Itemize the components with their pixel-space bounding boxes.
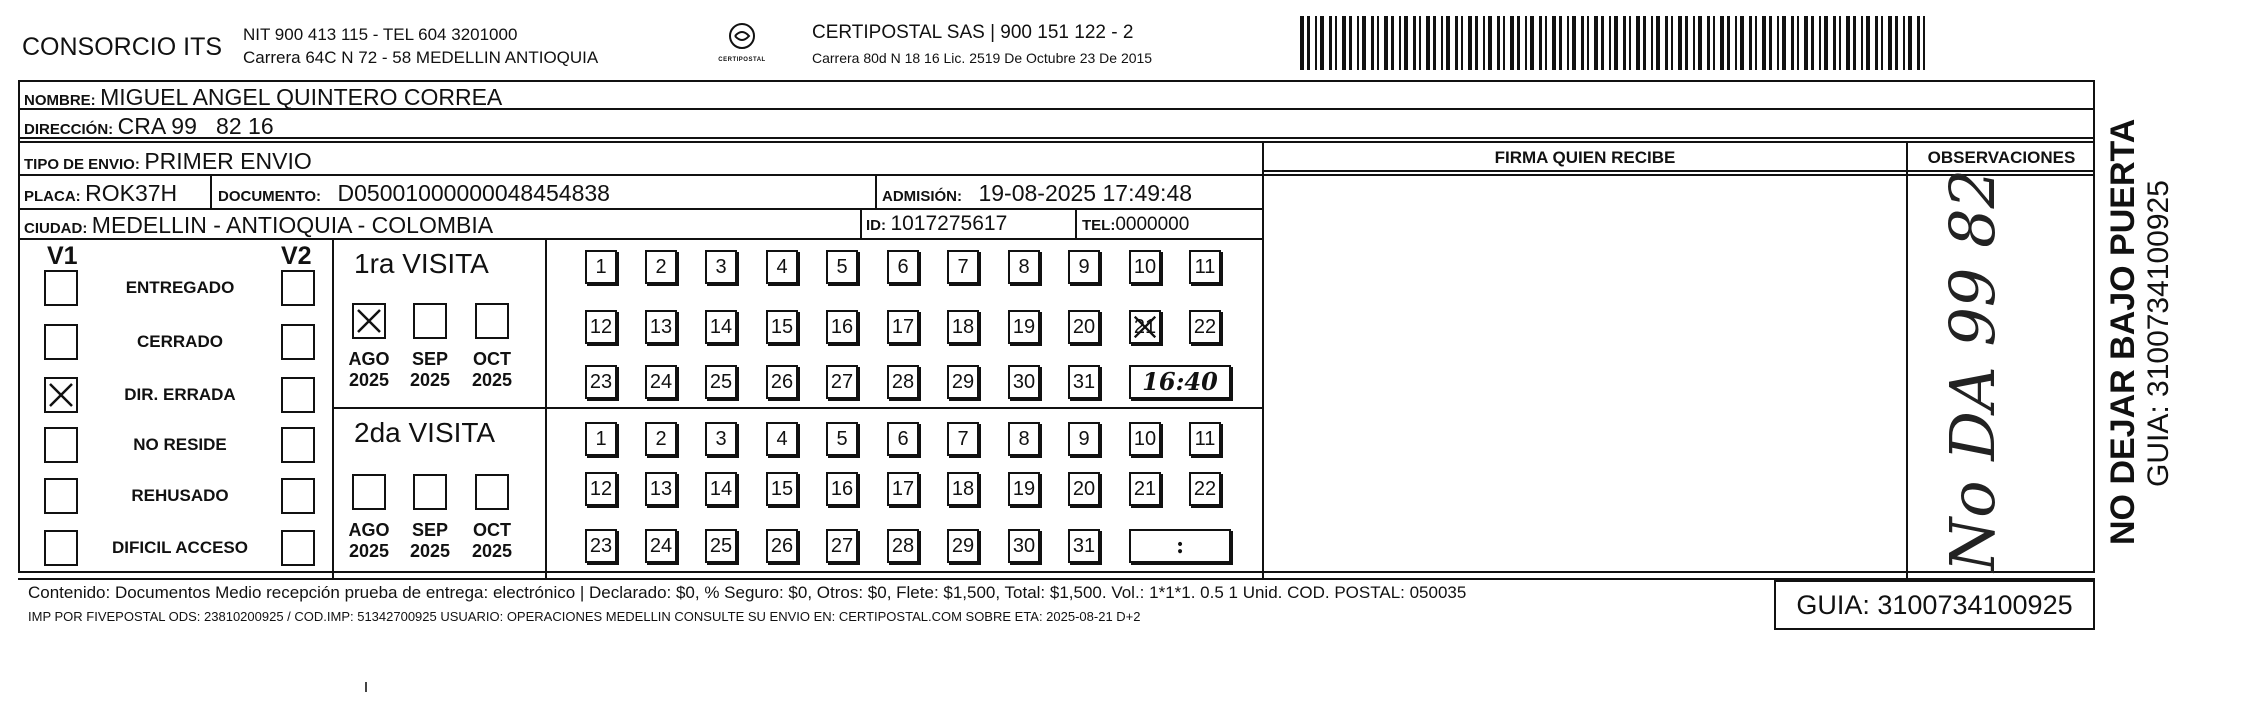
visit2-day-box[interactable]: 27 xyxy=(826,529,858,563)
visit1-day-box[interactable]: 8 xyxy=(1008,250,1040,284)
visit2-month-checkbox[interactable] xyxy=(352,474,386,510)
visit2-day-box[interactable]: 13 xyxy=(645,472,677,506)
footer-content: Contenido: Documentos Medio recepción prueba de entrega: electrónico | Declarado: $0, % Seguro: $0, Otros: $0, Flete: $1,500, Total: $1,500. Vol.: 1*1*1. 0.5 1 Unid. COD. POSTAL: 050035 xyxy=(28,583,1467,602)
visit2-day-box[interactable]: 11 xyxy=(1189,422,1221,456)
visit2-day-box[interactable]: 5 xyxy=(826,422,858,456)
visit2-day-box[interactable]: 2 xyxy=(645,422,677,456)
nit-line: NIT 900 413 115 - TEL 604 3201000 xyxy=(243,25,518,44)
visit2-day-box[interactable]: 28 xyxy=(887,529,919,563)
visit1-month-checkbox[interactable] xyxy=(352,303,386,339)
month-name: SEP xyxy=(411,349,449,369)
status-v1-checkbox[interactable] xyxy=(44,478,78,514)
visit2-day-box[interactable]: 20 xyxy=(1068,472,1100,506)
visit2-day-box[interactable]: 21 xyxy=(1129,472,1161,506)
visit2-day-box[interactable]: 12 xyxy=(585,472,617,506)
visit1-day-box[interactable]: 2 xyxy=(645,250,677,284)
id-label: ID: xyxy=(866,217,886,234)
firma-header: FIRMA QUIEN RECIBE xyxy=(1494,148,1676,167)
status-v1-checkbox[interactable] xyxy=(44,324,78,360)
visit1-day-box[interactable]: 24 xyxy=(645,365,677,399)
status-v2-checkbox[interactable] xyxy=(281,530,315,566)
month-year: 2025 xyxy=(471,541,513,561)
visit1-title: 1ra VISITA xyxy=(354,248,489,279)
tel-value: 0000000 xyxy=(1115,214,1190,235)
v1-header: V1 xyxy=(47,242,78,270)
documento-row xyxy=(218,180,610,207)
nombre-row xyxy=(24,84,502,111)
company-name: CONSORCIO ITS xyxy=(22,33,223,61)
visit2-day-box[interactable]: 14 xyxy=(705,472,737,506)
month-year: 2025 xyxy=(348,541,390,561)
status-v1-checkbox[interactable] xyxy=(44,377,78,413)
status-v1-checkbox[interactable] xyxy=(44,427,78,463)
visit1-day-box[interactable]: 20 xyxy=(1068,310,1100,344)
visit1-day-box[interactable]: 19 xyxy=(1008,310,1040,344)
visit2-day-box[interactable]: 9 xyxy=(1068,422,1100,456)
status-label: DIFICIL ACCESO xyxy=(111,538,248,557)
visit1-day-box[interactable]: 12 xyxy=(585,310,617,344)
status-v2-checkbox[interactable] xyxy=(281,427,315,463)
visit2-time-box[interactable]: : xyxy=(1129,529,1231,563)
visit2-day-box[interactable]: 26 xyxy=(766,529,798,563)
visit1-day-box[interactable]: 18 xyxy=(947,310,979,344)
placa-row xyxy=(24,180,177,207)
id-value: 1017275617 xyxy=(890,212,1008,235)
visit2-month-checkbox[interactable] xyxy=(475,474,509,510)
visit1-day-box[interactable]: 4 xyxy=(766,250,798,284)
visit1-day-box[interactable]: 25 xyxy=(705,365,737,399)
v2-header: V2 xyxy=(281,242,312,270)
footer-imp: IMP POR FIVEPOSTAL ODS: 23810200925 / COD.IMP: 51342700925 USUARIO: OPERACIONES MEDELLIN CONSULTE SU ENVIO EN: CERTIPOSTAL.COM SOBRE ETA: 2025-08-21 D+2 xyxy=(28,609,1141,624)
carrier-line: CERTIPOSTAL SAS | 900 151 122 - 2 xyxy=(812,22,1134,43)
ciudad-label: CIUDAD: xyxy=(24,220,88,237)
status-label: ENTREGADO xyxy=(125,278,235,297)
footer-guia-text: GUIA: 3100734100925 xyxy=(1796,590,2073,620)
visit2-month-checkbox[interactable] xyxy=(413,474,447,510)
visit1-day-box[interactable]: 5 xyxy=(826,250,858,284)
admision-row xyxy=(882,180,1192,207)
visit2-day-box[interactable]: 6 xyxy=(887,422,919,456)
barcode xyxy=(1300,16,1934,70)
tel-label: TEL: xyxy=(1082,217,1116,234)
visit2-day-box[interactable]: 7 xyxy=(947,422,979,456)
status-label: NO RESIDE xyxy=(133,435,227,454)
carrier-address: Carrera 80d N 18 16 Lic. 2519 De Octubre 23 De 2015 xyxy=(812,50,1153,66)
month-name: OCT xyxy=(473,349,511,369)
tel-row xyxy=(1082,214,1189,236)
placa-value: ROK37H xyxy=(85,180,178,206)
visit2-day-box[interactable]: 24 xyxy=(645,529,677,563)
visit2-day-box[interactable]: 8 xyxy=(1008,422,1040,456)
visit2-day-box[interactable]: 23 xyxy=(585,529,617,563)
visit1-day-box[interactable]: 29 xyxy=(947,365,979,399)
side-warning: NO DEJAR BAJO PUERTA xyxy=(2104,118,2142,545)
observaciones-handwritten: No DA 99 82 xyxy=(1936,169,2009,572)
ciudad-row xyxy=(24,212,493,239)
stray-mark xyxy=(365,682,367,692)
visit2-day-box[interactable]: 16 xyxy=(826,472,858,506)
visit1-day-box[interactable]: 14 xyxy=(705,310,737,344)
visit2-day-box[interactable]: 22 xyxy=(1189,472,1221,506)
direccion-label: DIRECCIÓN: xyxy=(24,121,114,138)
visit1-day-box[interactable]: 10 xyxy=(1129,250,1161,284)
month-name: AGO xyxy=(348,520,390,540)
month-name: SEP xyxy=(411,520,449,540)
visit1-month-label xyxy=(405,349,455,391)
visit1-day-box[interactable]: 11 xyxy=(1189,250,1221,284)
status-v2-checkbox[interactable] xyxy=(281,270,315,306)
visit1-day-box[interactable]: 16 xyxy=(826,310,858,344)
visit1-time-box[interactable]: 16:40 xyxy=(1129,365,1231,399)
visit1-month-label xyxy=(467,349,517,391)
status-v2-checkbox[interactable] xyxy=(281,324,315,360)
visit1-day-box[interactable]: 23 xyxy=(585,365,617,399)
visit1-day-box[interactable]: 17 xyxy=(887,310,919,344)
tipo-label: TIPO DE ENVIO: xyxy=(24,156,140,173)
visit1-day-box[interactable]: 26 xyxy=(766,365,798,399)
ciudad-value: MEDELLIN - ANTIOQUIA - COLOMBIA xyxy=(91,212,494,238)
visit1-day-box[interactable]: 13 xyxy=(645,310,677,344)
status-v2-checkbox[interactable] xyxy=(281,478,315,514)
visit1-day-box[interactable]: 22 xyxy=(1189,310,1221,344)
month-year: 2025 xyxy=(409,541,451,561)
visit1-day-box[interactable]: 1 xyxy=(585,250,617,284)
visit2-title: 2da VISITA xyxy=(354,417,496,448)
status-v1-checkbox[interactable] xyxy=(44,530,78,566)
visit2-day-box[interactable]: 31 xyxy=(1068,529,1100,563)
visit2-day-box[interactable]: 10 xyxy=(1129,422,1161,456)
visit2-day-box[interactable]: 17 xyxy=(887,472,919,506)
nombre-label: NOMBRE: xyxy=(24,92,96,109)
visit2-month-label xyxy=(467,520,517,562)
visit2-day-box[interactable]: 18 xyxy=(947,472,979,506)
day-x-mark xyxy=(1131,312,1159,342)
month-name: AGO xyxy=(348,349,390,369)
visit2-day-box[interactable]: 15 xyxy=(766,472,798,506)
certipostal-logo xyxy=(712,22,772,68)
logo-text: CERTIPOSTAL xyxy=(718,57,766,63)
visit2-day-box[interactable]: 30 xyxy=(1008,529,1040,563)
nombre-value: MIGUEL ANGEL QUINTERO CORREA xyxy=(100,84,503,110)
admision-label: ADMISIÓN: xyxy=(882,188,962,205)
visit2-day-box[interactable]: 3 xyxy=(705,422,737,456)
side-guia: GUIA: 3100734100925 xyxy=(2142,180,2175,487)
visit2-month-label xyxy=(405,520,455,562)
visit1-day-box[interactable]: 7 xyxy=(947,250,979,284)
visit2-day-box[interactable]: 25 xyxy=(705,529,737,563)
direccion-row xyxy=(24,113,274,140)
status-v1-checkbox[interactable] xyxy=(44,270,78,306)
month-name: OCT xyxy=(473,520,511,540)
visit2-day-box[interactable]: 1 xyxy=(585,422,617,456)
tipo-value: PRIMER ENVIO xyxy=(144,148,312,174)
documento-value: D05001000000048454838 xyxy=(337,180,610,206)
visit1-day-box[interactable]: 28 xyxy=(887,365,919,399)
placa-label: PLACA: xyxy=(24,188,81,205)
visit1-day-box[interactable]: 21 xyxy=(1129,310,1161,344)
status-label: REHUSADO xyxy=(131,486,229,505)
visit1-month-checkbox[interactable] xyxy=(475,303,509,339)
status-label: DIR. ERRADA xyxy=(124,385,236,404)
logo-icon xyxy=(722,22,762,52)
firma-area[interactable] xyxy=(1266,174,1904,574)
month-year: 2025 xyxy=(348,370,390,390)
visit2-month-label xyxy=(344,520,394,562)
status-label: CERRADO xyxy=(137,332,223,351)
visit2-day-box[interactable]: 29 xyxy=(947,529,979,563)
tipo-row xyxy=(24,148,312,175)
visit1-day-box[interactable]: 9 xyxy=(1068,250,1100,284)
observaciones-header: OBSERVACIONES xyxy=(1927,148,2076,167)
direccion-value: CRA 99 82 16 xyxy=(117,113,274,139)
visit1-month-checkbox[interactable] xyxy=(413,303,447,339)
visit1-day-box[interactable]: 6 xyxy=(887,250,919,284)
visit1-day-box[interactable]: 30 xyxy=(1008,365,1040,399)
visit2-day-box[interactable]: 19 xyxy=(1008,472,1040,506)
visit1-day-box[interactable]: 3 xyxy=(705,250,737,284)
admision-value: 19-08-2025 17:49:48 xyxy=(978,180,1193,206)
id-row xyxy=(866,212,1007,236)
month-year: 2025 xyxy=(471,370,513,390)
visit1-day-box[interactable]: 31 xyxy=(1068,365,1100,399)
documento-label: DOCUMENTO: xyxy=(218,188,322,205)
month-year: 2025 xyxy=(409,370,451,390)
visit1-day-box[interactable]: 27 xyxy=(826,365,858,399)
company-address: Carrera 64C N 72 - 58 MEDELLIN ANTIOQUIA xyxy=(243,48,599,67)
visit2-day-box[interactable]: 4 xyxy=(766,422,798,456)
visit1-day-box[interactable]: 15 xyxy=(766,310,798,344)
status-v2-checkbox[interactable] xyxy=(281,377,315,413)
visit1-month-label xyxy=(344,349,394,391)
